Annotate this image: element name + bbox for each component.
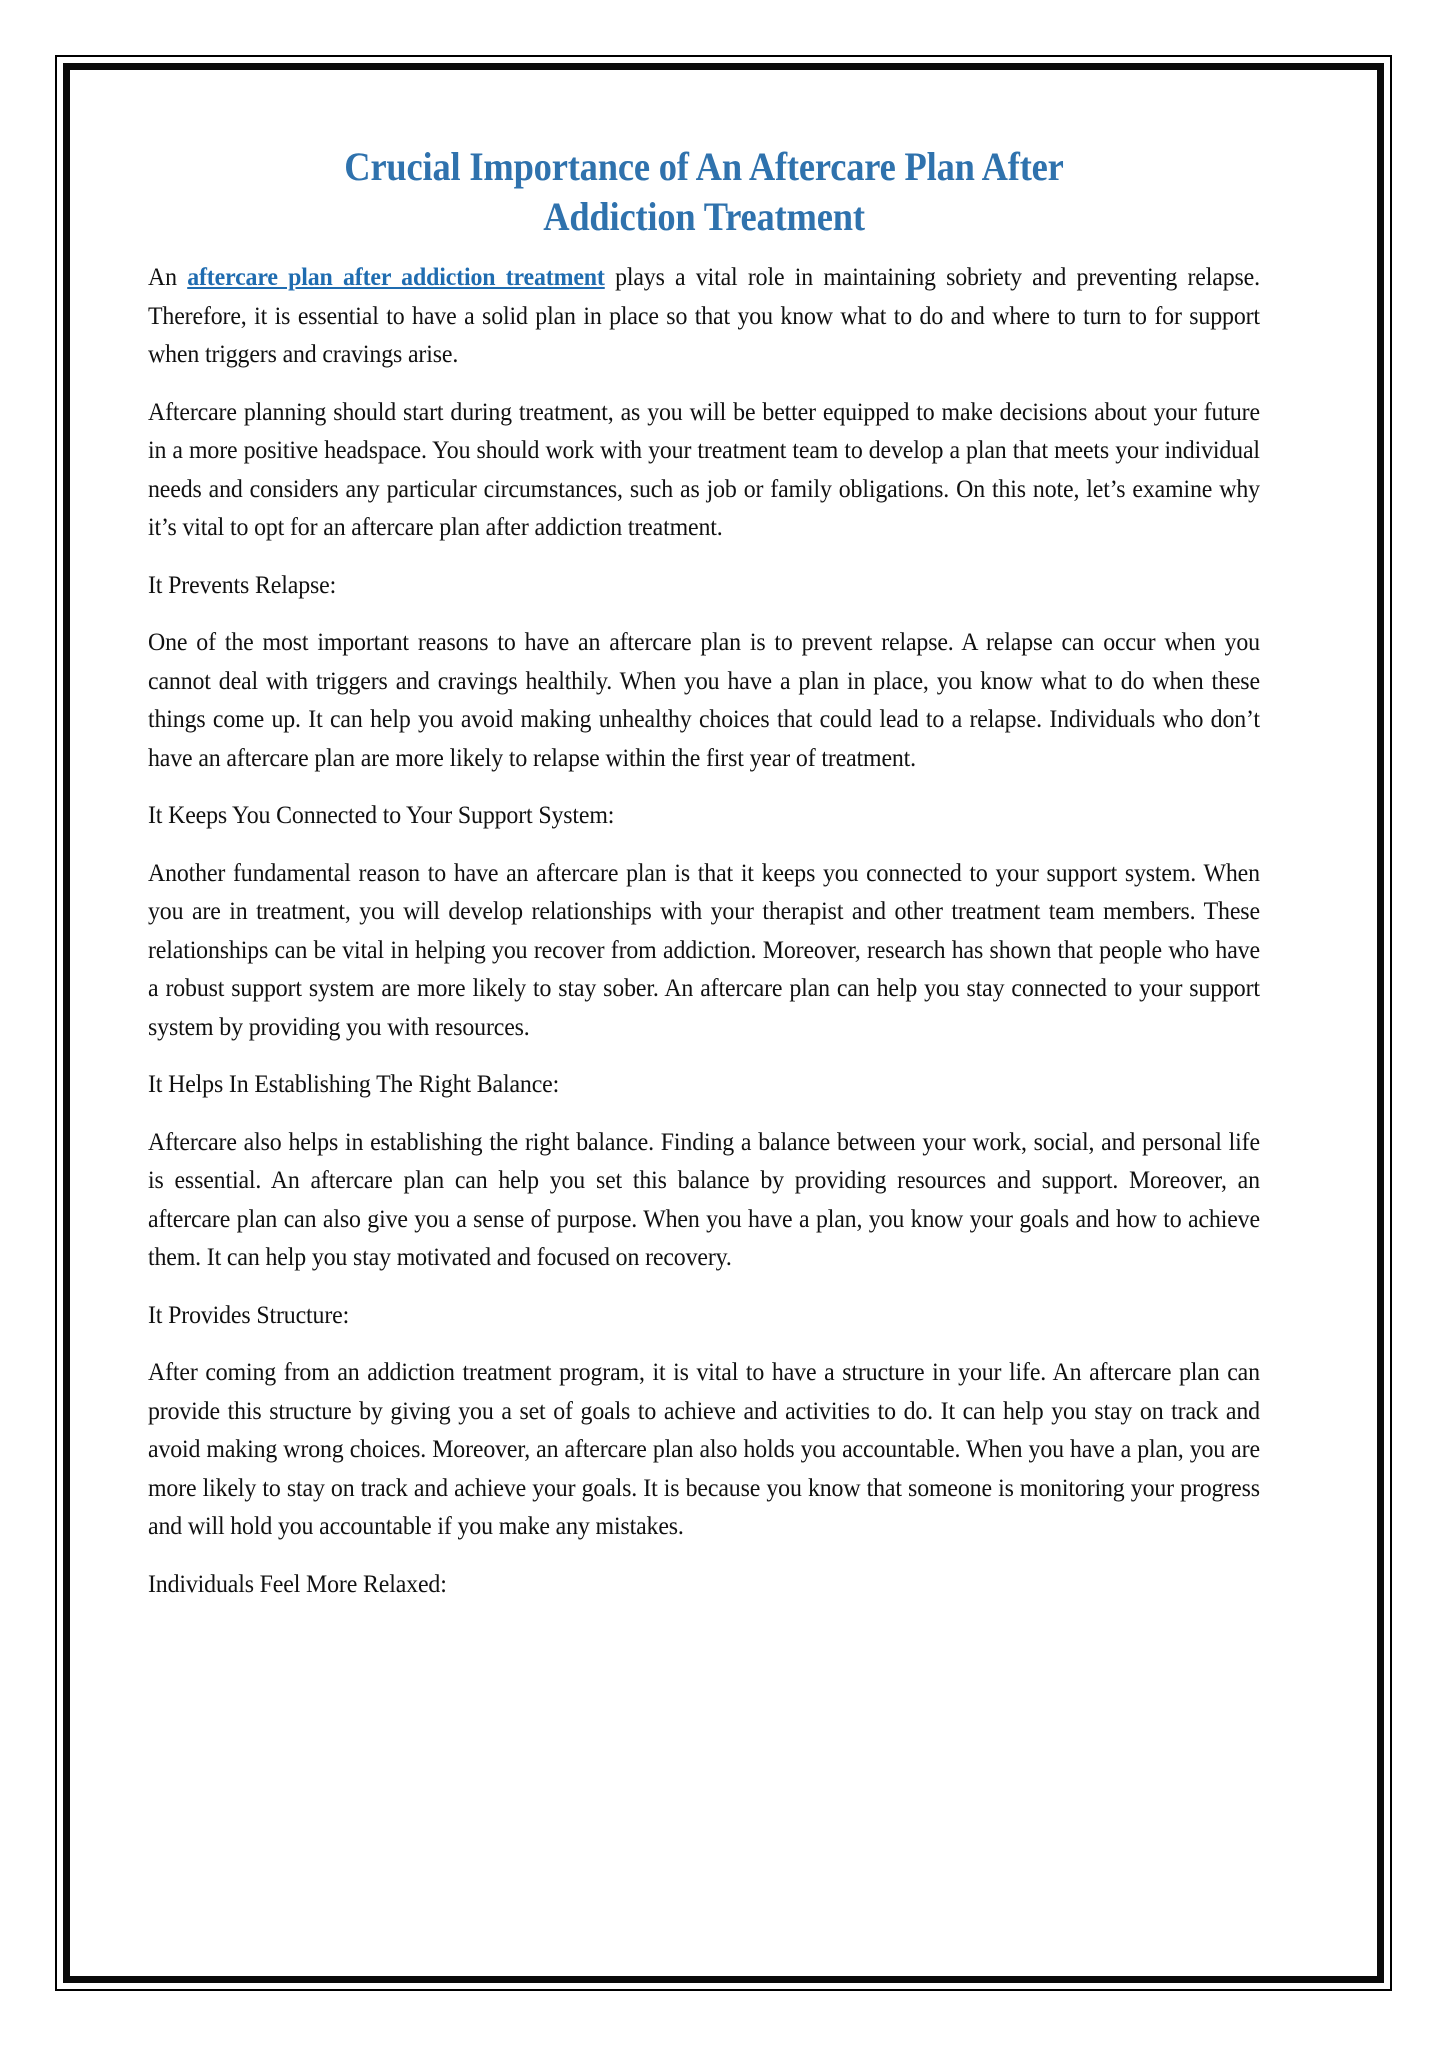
body-paragraph: One of the most important reasons to have an aftercare plan is to prevent relapse. A relapse can occur when you cannot deal with triggers and cravings healthily. When you have a plan in place, you know what to do when these things come up. It can help you avoid making unhealthy choices that could lead to a relapse. Individuals who don’t have an aftercare plan are more likely to relapse within the first year of treatment.: [148, 627, 1260, 772]
page-border-inner: [63, 63, 1384, 1983]
intro-paragraph: [148, 258, 1260, 374]
document-content: [148, 142, 1260, 1932]
body-paragraph: After coming from an addiction treatment program, it is vital to have a structure in your life. An aftercare plan can provide this structure by giving you a set of goals to achieve and activities to do. It can help you stay on track and avoid making wrong choices. Moreover, an aftercare plan also holds you accountable. When you have a plan, you are more likely to stay on track and achieve your goals. It is because you know that someone is monitoring your progress and will hold you accountable if you make any mistakes.: [148, 1357, 1260, 1540]
page-title-line-1: Crucial Importance of An Aftercare Plan After: [344, 144, 1064, 189]
page-title-line-2: Addiction Treatment: [543, 194, 865, 239]
section-subheading: It Helps In Establishing The Right Balance:: [148, 1069, 560, 1098]
body-paragraph: Aftercare planning should start during treatment, as you will be better equipped to make decisions about your future in a more positive headspace. You should work with your treatment team to develop a plan that meets your individual needs and considers any particular circumstances, such as job or family obligations. On this note, let’s examine why it’s vital to opt for an aftercare plan after addiction treatment.: [148, 396, 1260, 541]
body-paragraph: Another fundamental reason to have an aftercare plan is that it keeps you connected to your support system. When you are in treatment, you will develop relationships with your therapist and other treatment team members. These relationships can be vital in helping you recover from addiction. Moreover, research has shown that people who have a robust support system are more likely to stay sober. An aftercare plan can help you stay connected to your support system by providing you with resources.: [148, 857, 1260, 1041]
intro-text-after-link: plays a vital role in maintaining sobriety and preventing relapse. Therefore, it is essential to have a solid plan in place so that you know what to do and where to turn to for support when triggers and cravings arise.: [148, 262, 1260, 368]
page-title: [204, 142, 1205, 242]
document-body: [148, 393, 1260, 1604]
section-subheading: It Keeps You Connected to Your Support System:: [148, 800, 615, 829]
section-subheading: Individuals Feel More Relaxed:: [148, 1568, 447, 1598]
aftercare-plan-link[interactable]: aftercare plan after addiction treatment: [187, 262, 605, 291]
section-subheading: It Provides Structure:: [148, 1299, 350, 1329]
intro-text-before-link: An: [148, 262, 188, 291]
page-border-outer: [55, 55, 1392, 1991]
section-subheading: It Prevents Relapse:: [148, 569, 337, 599]
body-paragraph: Aftercare also helps in establishing the right balance. Finding a balance between your work, social, and personal life is essential. An aftercare plan can help you set this balance by providing resources and support. Moreover, an aftercare plan can also give you a sense of purpose. When you have a plan, you know your goals and how to achieve them. It can help you stay motivated and focused on recovery.: [148, 1126, 1260, 1271]
